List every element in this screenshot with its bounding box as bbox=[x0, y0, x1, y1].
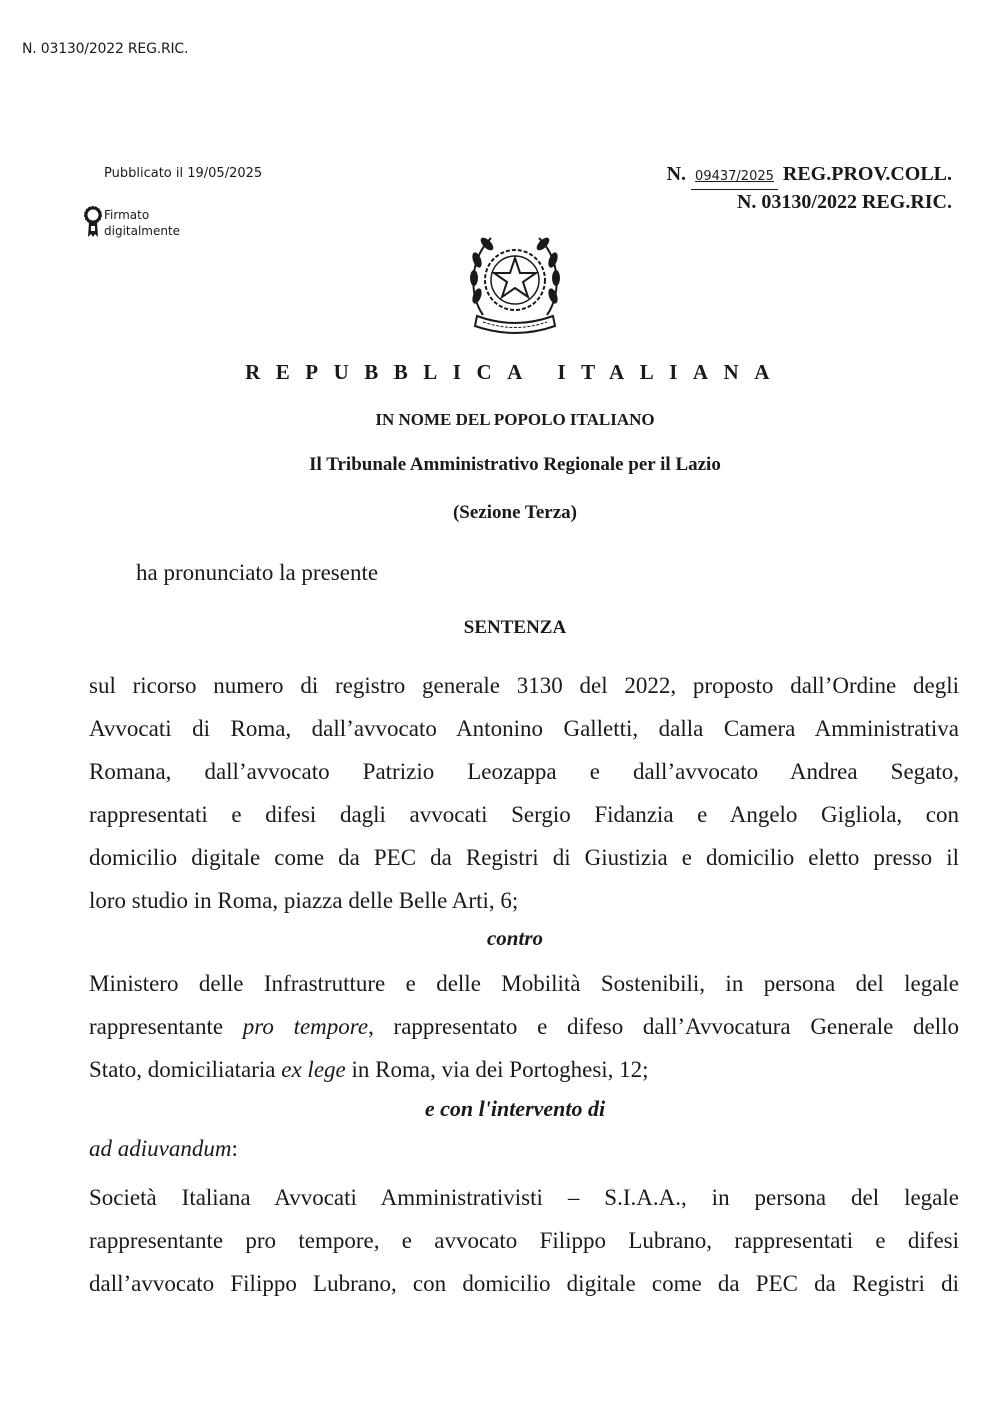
court-name: Il Tribunale Amministrativo Regionale per il Lazio bbox=[309, 454, 721, 475]
text-line: Romana, dall’avvocato Patrizio Leozappa e dall’avvocato Andrea Segato, bbox=[89, 759, 959, 784]
italic-term: pro tempore bbox=[242, 1014, 369, 1039]
pronounced-line: ha pronunciato la presente bbox=[136, 560, 379, 585]
text-segment: : bbox=[231, 1136, 238, 1161]
respondent-paragraph bbox=[89, 962, 959, 1091]
text-line: Società Italiana Avvocati Amministrativisti – S.I.A.A., in persona del legale bbox=[89, 1185, 959, 1210]
text-segment: , rappresentato e difeso dall’Avvocatura Generale dello bbox=[368, 1014, 959, 1039]
text-segment: in Roma, via dei Portoghesi, 12; bbox=[345, 1057, 649, 1082]
republic-heading: REPUBBLICA ITALIANA bbox=[245, 360, 785, 384]
seal-ribbon-icon bbox=[84, 205, 102, 241]
reg-prov-year: 2025 bbox=[740, 169, 774, 184]
text-line: rappresentati e difesi dagli avvocati Sergio Fidanzia e Angelo Gigliola, con bbox=[89, 802, 959, 827]
text-line: Avvocati di Roma, dall’avvocato Antonino Galletti, dalla Camera Amministrativa bbox=[89, 716, 959, 741]
text-line: dall’avvocato Filippo Lubrano, con domicilio digitale come da PEC da Registri di bbox=[89, 1271, 959, 1296]
text-line: sul ricorso numero di registro generale 3130 del 2022, proposto dall’Ordine degli bbox=[89, 673, 959, 698]
registry-numbers bbox=[667, 162, 952, 215]
text-line: Ministero delle Infrastrutture e delle Mobilità Sostenibili, in persona del legale bbox=[89, 971, 959, 996]
text-segment: Stato, domiciliataria bbox=[89, 1057, 282, 1082]
text-line: domicilio digitale come da PEC da Registri di Giustizia e domicilio eletto presso il bbox=[89, 845, 959, 870]
signature-label-line1: Firmato bbox=[104, 208, 150, 222]
text-segment: rappresentante bbox=[89, 1014, 243, 1039]
reg-prov-number: 09437 bbox=[695, 169, 737, 184]
intervener-paragraph bbox=[89, 1176, 959, 1305]
reg-prov-prefix: N. bbox=[666, 163, 687, 185]
document-type-heading: SENTENZA bbox=[463, 617, 567, 638]
text-line bbox=[89, 1048, 959, 1091]
text-line: loro studio in Roma, piazza delle Belle Arti, 6; bbox=[89, 888, 519, 913]
signature-label-line2: digitalmente bbox=[104, 224, 181, 238]
text-line: rappresentante pro tempore, e avvocato Filippo Lubrano, rappresentati e difesi bbox=[89, 1228, 959, 1253]
court-section: (Sezione Terza) bbox=[452, 502, 577, 523]
italic-term: ad adiuvandum bbox=[89, 1136, 232, 1161]
italic-term: ex lege bbox=[281, 1057, 346, 1082]
ad-adiuvandum-label bbox=[89, 1136, 238, 1162]
in-nome-heading: IN NOME DEL POPOLO ITALIANO bbox=[375, 410, 655, 429]
reg-prov-coll bbox=[667, 162, 952, 190]
against-heading: contro bbox=[486, 926, 543, 950]
reg-ric: N. 03130/2022 REG.RIC. bbox=[736, 191, 952, 213]
text-line bbox=[89, 1005, 959, 1048]
case-reference-top: N. 03130/2022 REG.RIC. bbox=[22, 41, 189, 57]
applicants-paragraph bbox=[89, 664, 959, 922]
intervention-heading: e con l'intervento di bbox=[424, 1096, 606, 1121]
reg-prov-suffix: REG.PROV.COLL. bbox=[782, 163, 952, 185]
italian-republic-emblem-icon bbox=[463, 220, 567, 340]
reg-prov-number-field: 09437/2025 bbox=[691, 162, 778, 190]
publication-date: Pubblicato il 19/05/2025 bbox=[104, 166, 263, 181]
digital-signature-badge bbox=[84, 205, 180, 241]
